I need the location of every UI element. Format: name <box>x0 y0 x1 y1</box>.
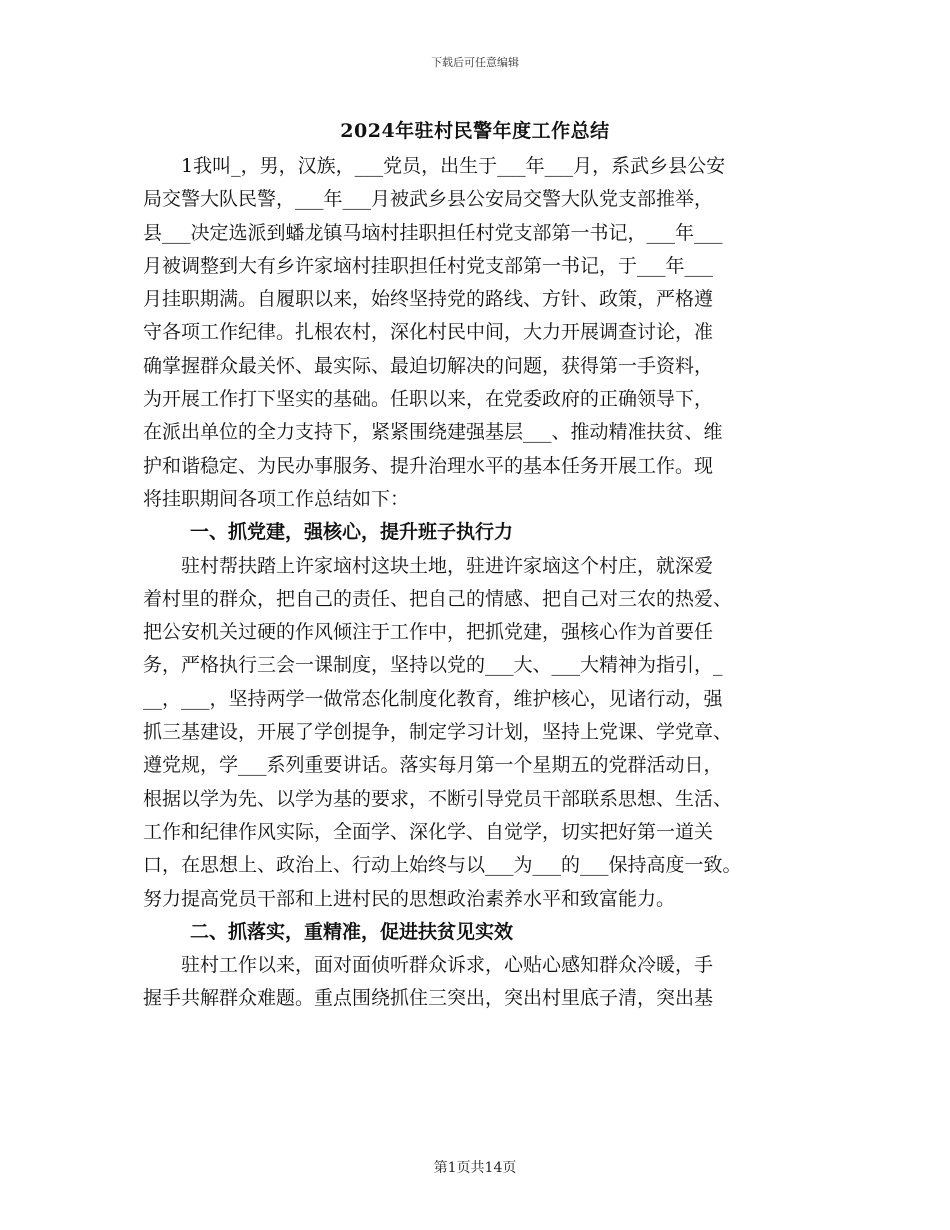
paragraph-line: 根据以学为先、以学为基的要求，不断引导党员干部联系思想、生活、 <box>143 787 733 810</box>
document-body <box>143 150 813 1016</box>
paragraph-line: 守各项工作纪律。扎根农村，深化村民中间，大力开展调查讨论，准 <box>143 321 714 344</box>
paragraph-line: 务，严格执行三会一课制度，坚持以党的___大、___大精神为指引，_ <box>143 654 723 677</box>
section-heading: 一、抓党建，强核心，提升班子执行力 <box>190 521 514 544</box>
paragraph-line: 月被调整到大有乡许家垴村挂职担任村党支部第一书记，于___年___ <box>143 254 714 277</box>
paragraph-line: 确掌握群众最关怀、最实际、最迫切解决的问题，获得第一手资料， <box>143 354 714 377</box>
paragraph-line: 局交警大队民警，___年___月被武乡县公安局交警大队党支部推举， <box>143 188 714 211</box>
paragraph-line: 口，在思想上、政治上、行动上始终与以___为___的___保持高度一致。 <box>143 854 742 877</box>
paragraph-line: 着村里的群众，把自己的责任、把自己的情感、把自己对三农的热爱、 <box>143 587 733 610</box>
header-note: 下载后可任意编辑 <box>431 56 519 69</box>
paragraph-line: 驻村帮扶踏上许家垴村这块土地，驻进许家垴这个村庄，就深爱 <box>181 554 714 577</box>
paragraph-line: 努力提高党员干部和上进村民的思想政治素养水平和致富能力。 <box>143 887 676 910</box>
paragraph-line: 工作和纪律作风实际，全面学、深化学、自觉学，切实把好第一道关 <box>143 820 714 843</box>
paragraph-line: 月挂职期满。自履职以来，始终坚持党的路线、方针、政策，严格遵 <box>143 288 714 311</box>
paragraph-line: 遵党规，学___系列重要讲话。落实每月第一个星期五的党群活动日， <box>143 754 723 777</box>
paragraph-line: 1我叫_，男，汉族，___党员，出生于___年___月，系武乡县公安 <box>181 155 726 177</box>
paragraph-line: 护和谐稳定、为民办事服务、提升治理水平的基本任务开展工作。现 <box>143 454 714 477</box>
paragraph-line: 握手共解群众难题。重点围绕抓住三突出，突出村里底子清，突出基 <box>143 987 714 1010</box>
page-footer: 第1页共14页 <box>433 1160 517 1176</box>
section-heading: 二、抓落实，重精准，促进扶贫见实效 <box>190 920 514 943</box>
paragraph-line: 为开展工作打下坚实的基础。任职以来，在党委政府的正确领导下， <box>143 388 714 411</box>
paragraph-line: 县___决定选派到蟠龙镇马垴村挂职担任村党支部第一书记，___年___ <box>143 221 723 244</box>
paragraph-line: __，___，坚持两学一做常态化制度化教育，维护核心，见诸行动，强 <box>143 687 723 710</box>
paragraph-line: 在派出单位的全力支持下，紧紧围绕建强基层___、推动精准扶贫、维 <box>143 421 723 444</box>
paragraph-line: 将挂职期间各项工作总结如下： <box>143 487 410 510</box>
document-title: 2024年驻村民警年度工作总结 <box>340 120 610 142</box>
paragraph-line: 把公安机关过硬的作风倾注于工作中，把抓党建，强核心作为首要任 <box>143 621 714 644</box>
paragraph-line: 抓三基建设，开展了学创提争，制定学习计划，坚持上党课、学党章、 <box>143 721 733 744</box>
paragraph-line: 驻村工作以来，面对面侦听群众诉求，心贴心感知群众冷暖，手 <box>181 954 714 977</box>
